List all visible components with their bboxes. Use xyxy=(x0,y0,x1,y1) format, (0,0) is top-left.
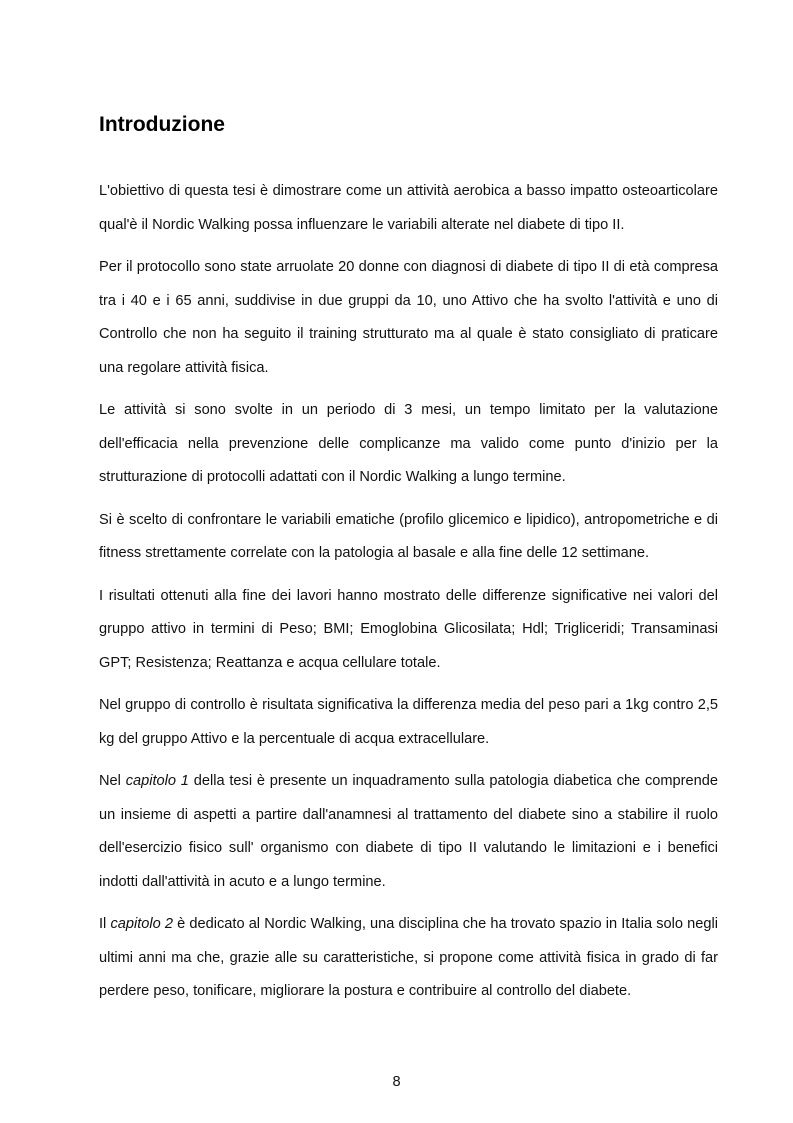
page-number: 8 xyxy=(392,1074,401,1090)
chapter-2-text: è dedicato al Nordic Walking, una disciplina che ha trovato spazio in Italia solo negli ultimi anni ma che, grazie alle su caratteristiche, si propone come attività fisica in grado di far perdere peso, tonificare, migliorare la postura e contribuire al controllo del diabete. xyxy=(99,916,718,999)
paragraph-control-group: Nel gruppo di controllo è risultata significativa la differenza media del peso pari a 1kg contro 2,5 kg del gruppo Attivo e la percentuale di acqua extracellulare. xyxy=(99,697,718,747)
page-title: Introduzione xyxy=(99,113,225,136)
paragraph-variables: Si è scelto di confrontare le variabili ematiche (profilo glicemico e lipidico), antropometriche e di fitness strettamente correlate con la patologia al basale e alla fine delle 12 settimane. xyxy=(99,511,718,561)
chapter-1-lead: Nel xyxy=(99,773,126,789)
paragraph-duration: Le attività si sono svolte in un periodo di 3 mesi, un tempo limitato per la valutazione dell'efficacia nella prevenzione delle complicanze ma valido come punto d'inizio per la strutturazione di protocolli adattati con il Nordic Walking a lungo termine. xyxy=(99,402,718,485)
chapter-1-text: della tesi è presente un inquadramento sulla patologia diabetica che comprende un insieme di aspetti a partire dall'anamnesi al trattamento del diabete sino a stabilire il ruolo dell'esercizio fisico sull' organismo con diabete di tipo II valutando le limitazioni e i benefici indotti dall'attività in acuto e a lungo termine. xyxy=(99,773,718,890)
paragraph-objective: L'obiettivo di questa tesi è dimostrare come un attività aerobica a basso impatto osteoarticolare qual'è il Nordic Walking possa influenzare le variabili alterate nel diabete di tipo II. xyxy=(99,183,718,233)
paragraph-results: I risultati ottenuti alla fine dei lavori hanno mostrato delle differenze significative nei valori del gruppo attivo in termini di Peso; BMI; Emoglobina Glicosilata; Hdl; Trigliceridi; Transaminasi GPT; Resistenza; Reattanza e acqua cellulare totale. xyxy=(99,587,718,671)
body-text xyxy=(99,175,718,1018)
chapter-2-reference: capitolo 2 xyxy=(110,916,173,932)
paragraph-chapter-2 xyxy=(99,908,718,1009)
paragraph-chapter-1 xyxy=(99,765,718,899)
paragraph-protocol: Per il protocollo sono state arruolate 20 donne con diagnosi di diabete di tipo II di età compresa tra i 40 e i 65 anni, suddivise in due gruppi da 10, uno Attivo che ha svolto l'attività e uno di Controllo che non ha seguito il training strutturato ma al quale è stato consigliato di praticare una regolare attività fisica. xyxy=(99,259,718,376)
chapter-2-lead: Il xyxy=(99,916,111,932)
chapter-1-reference: capitolo 1 xyxy=(125,773,189,789)
